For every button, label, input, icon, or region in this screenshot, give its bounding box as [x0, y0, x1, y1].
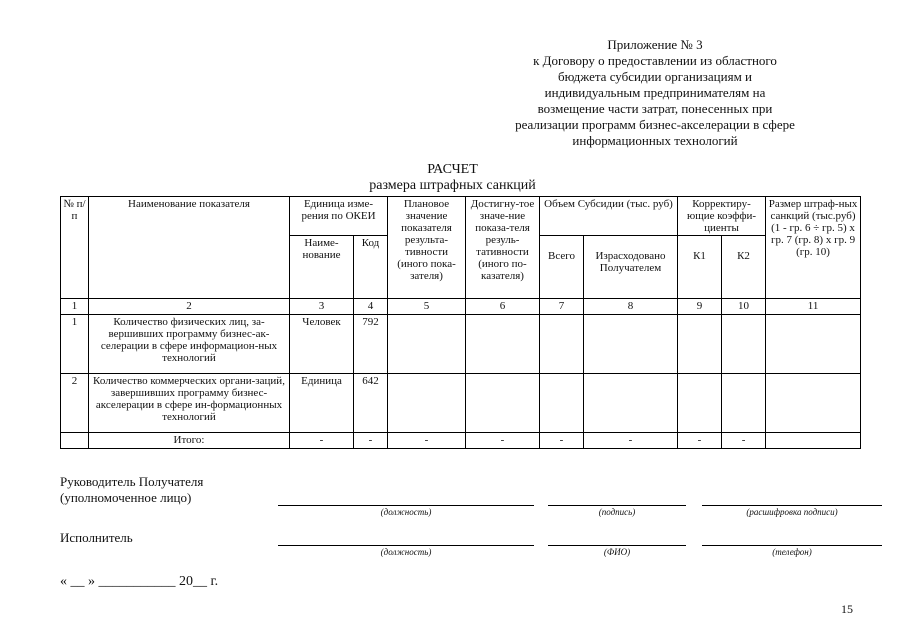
- col-number: 5: [388, 299, 466, 315]
- col-number: 11: [766, 299, 861, 315]
- title-sub: размера штрафных санкций: [369, 178, 536, 193]
- row-cell: [540, 315, 584, 374]
- total-dash: -: [290, 433, 354, 449]
- row-name: Количество физических лиц, за-вершивших программу бизнес-ак-селерации в сфере информацион-ных технологий: [89, 315, 290, 374]
- row-name: Количество коммерческих органи-заций, завершивших программу бизнес-акселерации в сфере ин-формационных технологий: [89, 374, 290, 433]
- row-code: 642: [354, 374, 388, 433]
- row-code: 792: [354, 315, 388, 374]
- col-number: 8: [584, 299, 678, 315]
- appendix-line: к Договору о предоставлении из областного: [533, 53, 777, 68]
- penalty-table: [60, 196, 861, 449]
- total-dash: -: [354, 433, 388, 449]
- total-empty: [61, 433, 89, 449]
- col-number: 3: [290, 299, 354, 315]
- total-dash: -: [722, 433, 766, 449]
- col-number: 6: [466, 299, 540, 315]
- header-row-1: [61, 197, 861, 236]
- appendix-line: информационных технологий: [572, 133, 738, 148]
- header-num: № п/п: [61, 197, 89, 299]
- row-cell: [540, 374, 584, 433]
- appendix-line: Приложение № 3: [607, 37, 703, 52]
- document-title: [0, 162, 905, 194]
- executor-label: Исполнитель: [60, 530, 133, 545]
- header-achieved: Достигну-тое значе-ние показа-теля резуль-тативности (иного по-казателя): [466, 197, 540, 299]
- row-cell: [388, 374, 466, 433]
- caption-position: (должность): [380, 507, 432, 517]
- col-number: 9: [678, 299, 722, 315]
- row-cell: [722, 374, 766, 433]
- col-number: 2: [89, 299, 290, 315]
- caption-phone: (телефон): [772, 547, 812, 557]
- row-cell: [584, 315, 678, 374]
- column-number-row: [61, 299, 861, 315]
- row-num: 2: [61, 374, 89, 433]
- col-number: 7: [540, 299, 584, 315]
- appendix-header: [485, 37, 825, 149]
- row-unit: Единица: [290, 374, 354, 433]
- total-label: Итого:: [89, 433, 290, 449]
- total-dash: -: [388, 433, 466, 449]
- total-row: [61, 433, 861, 449]
- header-penalty: Размер штраф-ных санкций (тыс.руб) (1 - гр. 6 ÷ гр. 5) x гр. 7 (гр. 8) x гр. 9 (гр. 10): [766, 197, 861, 299]
- appendix-line: реализации программ бизнес-акселерации в сфере: [515, 117, 795, 132]
- row-cell: [678, 315, 722, 374]
- head-line1: Руководитель Получателя: [60, 474, 204, 489]
- total-dash: -: [584, 433, 678, 449]
- table-row: [61, 315, 861, 374]
- caption-position-2: (должность): [380, 547, 432, 557]
- header-spent: Израсходовано Получателем: [584, 236, 678, 299]
- appendix-line: возмещение части затрат, понесенных при: [537, 101, 773, 116]
- position-line-2: [278, 545, 534, 546]
- total-dash: -: [466, 433, 540, 449]
- title-main: РАСЧЕТ: [427, 162, 478, 177]
- position-line: [278, 505, 534, 506]
- col-number: 1: [61, 299, 89, 315]
- head-signatory-label: [60, 474, 203, 506]
- row-cell: [766, 315, 861, 374]
- decode-line: [702, 505, 882, 506]
- head-line2: (уполномоченное лицо): [60, 490, 192, 505]
- signature-line: [548, 505, 686, 506]
- header-unit: Единица изме-рения по ОКЕИ: [290, 197, 388, 236]
- row-unit: Человек: [290, 315, 354, 374]
- row-cell: [466, 315, 540, 374]
- caption-signature: (подпись): [598, 507, 636, 517]
- row-cell: [678, 374, 722, 433]
- appendix-line: индивидуальным предпринимателям на: [544, 85, 766, 100]
- caption-decode: (расшифровка подписи): [746, 507, 838, 517]
- header-total: Всего: [540, 236, 584, 299]
- caption-fio: (ФИО): [603, 547, 631, 557]
- fio-line: [548, 545, 686, 546]
- row-cell: [466, 374, 540, 433]
- header-k2: К2: [722, 236, 766, 299]
- header-name: Наименование показателя: [89, 197, 290, 299]
- row-cell: [766, 374, 861, 433]
- col-number: 4: [354, 299, 388, 315]
- header-coef: Корректиру-ющие коэффи-циенты: [678, 197, 766, 236]
- col-number: 10: [722, 299, 766, 315]
- header-unit-name: Наиме-нование: [290, 236, 354, 299]
- row-cell: [584, 374, 678, 433]
- table-row: [61, 374, 861, 433]
- date-line: « __ » ___________ 20__ г.: [60, 574, 219, 589]
- row-cell: [388, 315, 466, 374]
- header-k1: К1: [678, 236, 722, 299]
- header-unit-code: Код: [354, 236, 388, 299]
- header-plan: Плановое значение показателя результа-тивности (иного пока-зателя): [388, 197, 466, 299]
- row-cell: [722, 315, 766, 374]
- phone-line: [702, 545, 882, 546]
- total-empty: [766, 433, 861, 449]
- row-num: 1: [61, 315, 89, 374]
- page-number: 15: [841, 602, 853, 616]
- appendix-line: бюджета субсидии организациям и: [557, 69, 753, 84]
- header-subsidy: Объем Субсидии (тыс. руб): [540, 197, 678, 236]
- total-dash: -: [540, 433, 584, 449]
- total-dash: -: [678, 433, 722, 449]
